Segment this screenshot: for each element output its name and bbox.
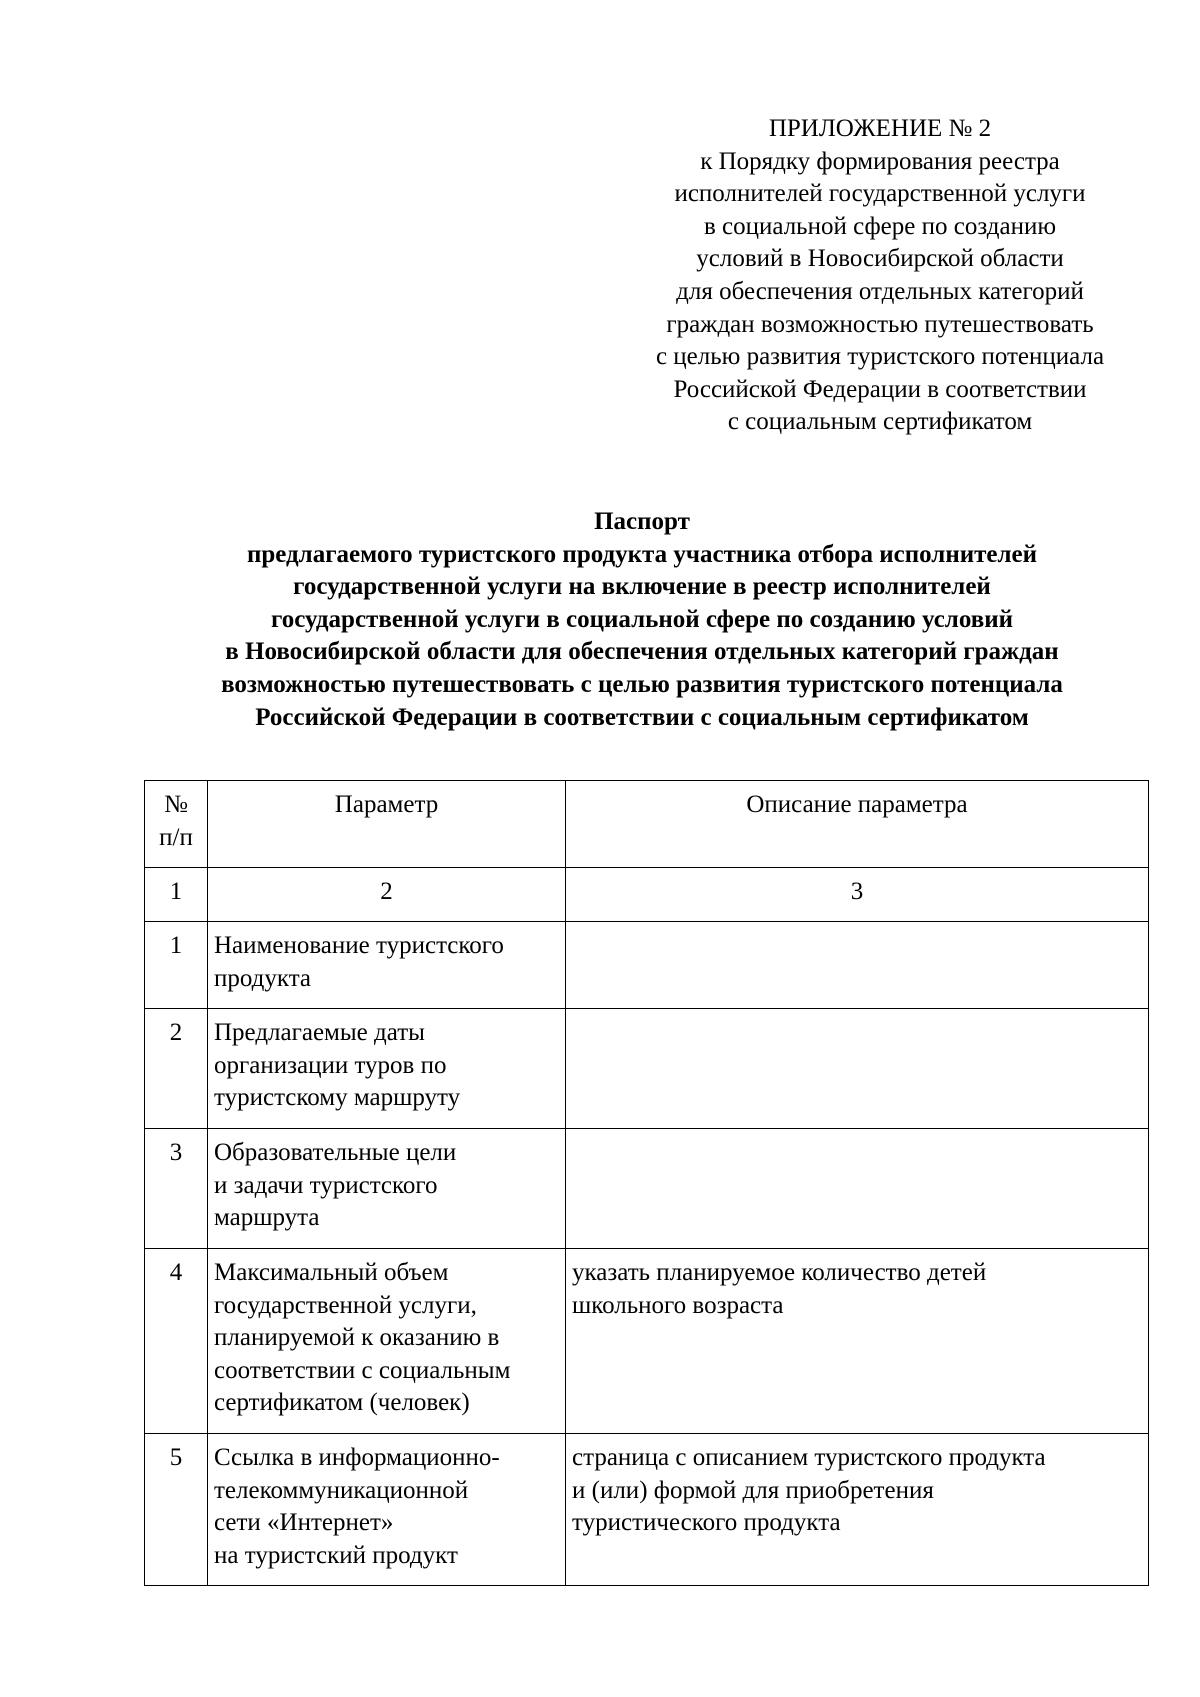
param-line: Образовательные цели: [214, 1139, 457, 1166]
title-line: государственной услуги на включение в реестр исполнителей: [293, 573, 991, 601]
document-title: [120, 506, 1164, 734]
param-line: Ссылка в информационно-: [214, 1444, 500, 1471]
param-line: маршрута: [214, 1204, 320, 1232]
row-num: 1: [145, 922, 208, 1009]
param-line: организации туров по: [214, 1051, 447, 1079]
param-line: на туристский продукт: [214, 1541, 458, 1569]
row-num: 4: [145, 1249, 208, 1434]
table-index-row: [145, 868, 1149, 922]
table-row: [145, 1249, 1149, 1434]
param-line: сети «Интернет»: [214, 1509, 394, 1537]
row-param: [208, 1009, 566, 1129]
row-desc: [566, 1009, 1149, 1129]
appendix-line: с социальным сертификатом: [727, 408, 1033, 436]
appendix-line: в социальной сфере по созданию: [703, 212, 1057, 240]
desc-line: и (или) формой для приобретения: [572, 1476, 934, 1504]
title-line: Российской Федерации в соответствии с социальным сертификатом: [255, 703, 1029, 731]
row-desc: [566, 1249, 1149, 1434]
title-line: возможностью путешествовать с целью развития туристского потенциала: [221, 670, 1063, 698]
param-line: сертификатом (человек): [214, 1389, 470, 1417]
header-desc: Описание параметра: [566, 781, 1149, 868]
param-line: Наименование туристского: [214, 932, 504, 959]
table-row: [145, 1129, 1149, 1249]
table-row: [145, 1009, 1149, 1129]
desc-line: страница с описанием туристского продукта: [572, 1444, 1046, 1471]
row-desc: [566, 1434, 1149, 1586]
appendix-header: [620, 113, 1140, 439]
title-line: в Новосибирской области для обеспечения отдельных категорий граждан: [225, 638, 1059, 666]
row-param: [208, 922, 566, 1009]
param-line: государственной услуги,: [214, 1291, 477, 1319]
header-num-line: №: [164, 791, 188, 818]
appendix-line: к Порядку формирования реестра: [700, 147, 1060, 175]
appendix-line: для обеспечения отдельных категорий: [676, 277, 1084, 305]
table-header-row: [145, 781, 1149, 868]
table-row: [145, 1434, 1149, 1586]
appendix-line: с целью развития туристского потенциала: [655, 343, 1105, 371]
index-cell: 2: [208, 868, 566, 922]
param-line: соответствии с социальным: [214, 1356, 511, 1384]
appendix-line: Российской Федерации в соответствии: [673, 375, 1087, 403]
param-line: планируемой к оказанию в: [214, 1324, 500, 1352]
index-cell: 1: [145, 868, 208, 922]
row-num: 3: [145, 1129, 208, 1249]
index-cell: 3: [566, 868, 1149, 922]
desc-line: туристического продукта: [572, 1509, 841, 1537]
param-line: телекоммуникационной: [214, 1476, 469, 1504]
row-num: 5: [145, 1434, 208, 1586]
param-line: продукта: [214, 964, 312, 992]
row-param: [208, 1249, 566, 1434]
param-line: Предлагаемые даты: [214, 1019, 425, 1046]
appendix-line: граждан возможностью путешествовать: [666, 310, 1094, 338]
appendix-line: исполнителей государственной услуги: [674, 180, 1086, 208]
param-line: и задачи туристского: [214, 1171, 438, 1199]
passport-table: [144, 780, 1149, 1586]
appendix-line: ПРИЛОЖЕНИЕ № 2: [768, 115, 992, 142]
title-line: предлагаемого туристского продукта участника отбора исполнителей: [246, 540, 1038, 568]
row-param: [208, 1434, 566, 1586]
title-line: государственной услуги в социальной сфере по созданию условий: [270, 605, 1014, 633]
header-num: [145, 781, 208, 868]
title-line: Паспорт: [594, 508, 690, 535]
header-param: Параметр: [208, 781, 566, 868]
row-param: [208, 1129, 566, 1249]
row-num: 2: [145, 1009, 208, 1129]
desc-line: указать планируемое количество детей: [572, 1259, 987, 1286]
header-num-line: п/п: [159, 823, 193, 851]
row-desc: [566, 922, 1149, 1009]
param-line: Максимальный объем: [214, 1259, 449, 1286]
desc-line: школьного возраста: [572, 1291, 784, 1319]
appendix-line: условий в Новосибирской области: [696, 245, 1064, 273]
table-row: [145, 922, 1149, 1009]
row-desc: [566, 1129, 1149, 1249]
param-line: туристскому маршруту: [214, 1084, 461, 1112]
